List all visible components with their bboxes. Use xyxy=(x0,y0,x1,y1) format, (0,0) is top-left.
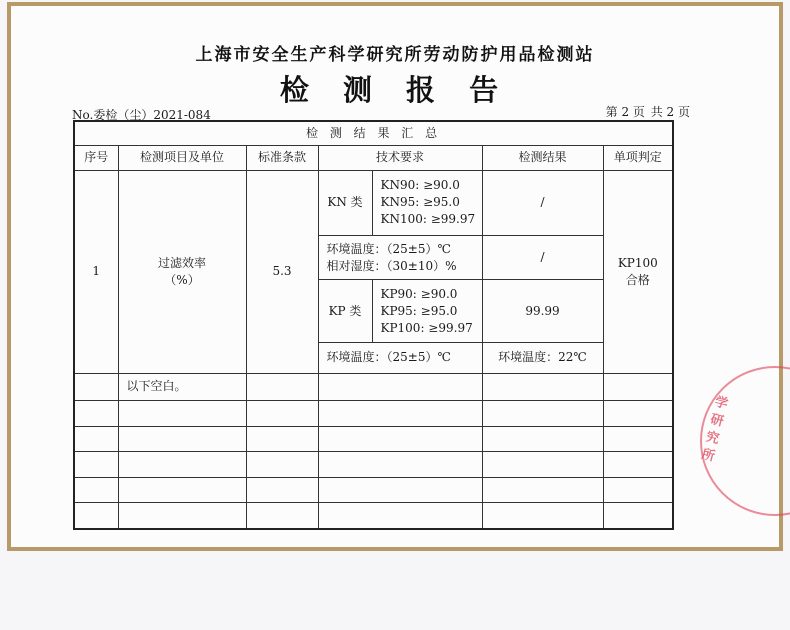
kn95-requirement: KN95: ≥95.0 xyxy=(380,195,460,210)
empty-row xyxy=(74,400,673,426)
kn100-requirement: KN100: ≥99.97 xyxy=(380,212,476,227)
test-item-unit: （%） xyxy=(164,272,200,287)
kp-result: 99.99 xyxy=(482,280,603,343)
header-judgment: 单项判定 xyxy=(603,145,673,170)
env-result-2: 环境温度：22℃ xyxy=(482,343,603,373)
kn-result: / xyxy=(482,171,603,236)
kn-class-label: KN 类 xyxy=(318,171,372,236)
env-conditions-1 xyxy=(318,235,482,280)
table-row xyxy=(74,171,673,236)
table-header-row xyxy=(74,145,673,170)
report-number: No.委检（尘）2021-084 xyxy=(72,108,211,122)
test-item-name: 过滤效率 xyxy=(157,255,206,270)
results-table xyxy=(73,120,674,530)
env-conditions-2: 环境温度：（25±5）℃ xyxy=(318,343,482,373)
judgment-class: KP100 xyxy=(617,255,658,270)
header-item: 检测项目及单位 xyxy=(118,145,246,170)
kp-requirements xyxy=(372,280,482,343)
page-total: 共 2 页 xyxy=(650,105,690,119)
env-result-1: / xyxy=(482,235,603,280)
kn-requirements xyxy=(372,171,482,236)
table-row xyxy=(74,373,673,400)
empty-row xyxy=(74,452,673,477)
organization-name: 上海市安全生产科学研究所劳动防护用品检测站 xyxy=(195,45,595,65)
header-no: 序号 xyxy=(74,145,118,170)
header-clause: 标准条款 xyxy=(246,145,318,170)
page-background xyxy=(0,552,790,630)
table-caption: 检 测 结 果 汇 总 xyxy=(74,121,673,145)
env-humidity: 相对湿度：（30±10）% xyxy=(326,258,457,273)
empty-row xyxy=(74,503,673,529)
env-temperature: 环境温度：（25±5）℃ xyxy=(326,241,451,256)
kp100-requirement: KP100: ≥99.97 xyxy=(380,320,473,335)
page-current: 第 2 页 xyxy=(605,105,645,119)
judgment-verdict: 合格 xyxy=(625,272,650,287)
header-result: 检测结果 xyxy=(482,145,603,170)
report-title: 检 测 报 告 xyxy=(279,73,511,107)
seal-text: 学研究所 xyxy=(700,394,730,465)
kn90-requirement: KN90: ≥90.0 xyxy=(380,178,460,193)
standard-clause: 5.3 xyxy=(246,171,318,373)
page-info xyxy=(604,103,690,120)
empty-row xyxy=(74,477,673,502)
test-item xyxy=(118,171,246,373)
header-requirement: 技术要求 xyxy=(318,145,482,170)
empty-row xyxy=(74,427,673,452)
kp-class-label: KP 类 xyxy=(318,280,372,343)
row-number: 1 xyxy=(74,171,118,373)
blank-note: 以下空白。 xyxy=(118,373,246,400)
kp95-requirement: KP95: ≥95.0 xyxy=(380,303,458,318)
kp90-requirement: KP90: ≥90.0 xyxy=(380,286,458,301)
judgment xyxy=(603,171,673,373)
